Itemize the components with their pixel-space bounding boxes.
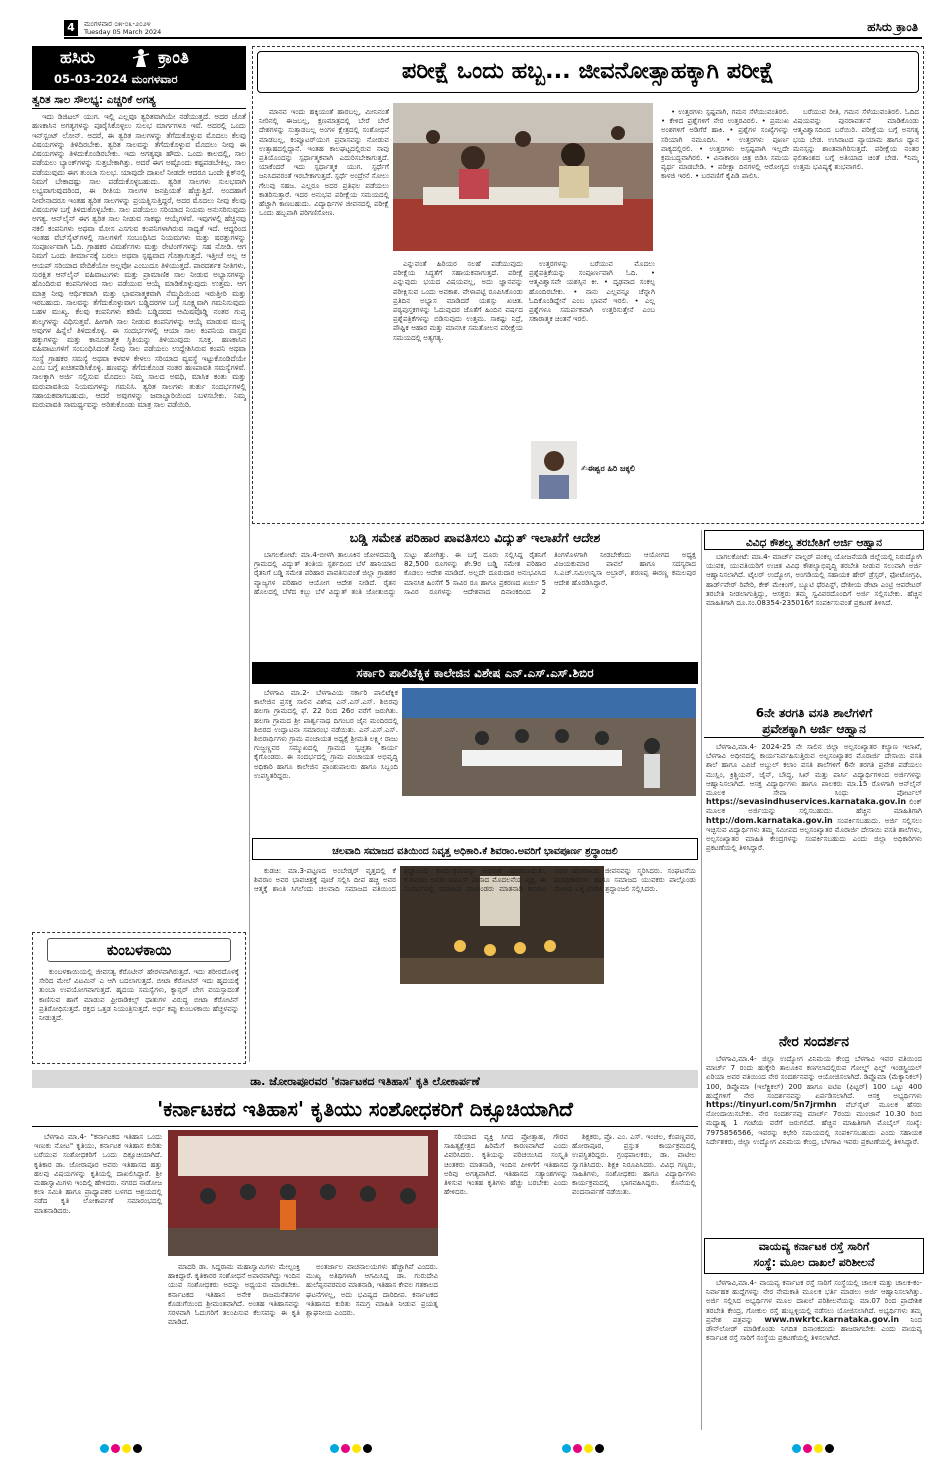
- skill-headline-box: [704, 530, 924, 550]
- reg-dot-black: [133, 1444, 142, 1453]
- reg-dot-magenta: [341, 1444, 350, 1453]
- lead-col-3: ಉತ್ತರಗಳನ್ನು ಬರೆಯುವ ಮೊದಲು ಪ್ರಶ್ನೆಪತ್ರಿಕೆಯನ್ನು ಸಂಪೂರ್ಣವಾಗಿ ಓದಿ. • ಆತ್ಮವಿಶ್ವಾಸವೇ ಯಶಸ್ಸಿನ ಕೀ. • ದೃಢವಾದ ಸಂಕಲ್ಪ ಹೊಂದಿರಬೇಕು. • ನಾನು ಎಲ್ಲವನ್ನೂ ಚೆನ್ನಾಗಿ ಓದಿಕೊಂಡಿದ್ದೇನೆ ಎಂಬ ಭಾವನೆ ಇರಲಿ. • ಎಲ್ಲ ಪ್ರಶ್ನೆಗಳೂ ಸಮರ್ಪಕವಾಗಿ ಉತ್ತರಿಸುತ್ತೇನೆ ಎಂಬ ಸಕಾರಾತ್ಮಕ ಚಿಂತನೆ ಇರಲಿ.: [529, 259, 655, 324]
- hostel-link-1[interactable]: https://sevasindhuservices.karnataka.gov.in: [706, 797, 907, 807]
- masthead-name-right: ಕ್ರಾಂತಿ: [158, 48, 189, 68]
- masthead-farmer-icon: [130, 48, 152, 68]
- nwkrtc-body-1: ಬೆಳಗಾವಿ,ಮಾ.4- ವಾಯವ್ಯ ಕರ್ನಾಟಕ ರಸ್ತೆ ಸಾರಿಗೆ ಸಂಸ್ಥೆಯಲ್ಲಿ ಚಾಲಕ ಮತ್ತು ಚಾಲಕ-ಕಂ-ನಿರ್ವಾಹಕ ಹುದ್ದೆಗಳನ್ನು ನೇರ ನೇಮಕಾತಿ ಮೂಲಕ ಭರ್ತಿ ಮಾಡಲು ಅರ್ಜಿ ಆಹ್ವಾನಿಸಲಾಗಿತ್ತು. ಅರ್ಜಿ ಸಲ್ಲಿಸಿದ ಅಭ್ಯರ್ಥಿಗಳ ಮೂಲ ದಾಖಲೆ ಪರಿಶೀಲನೆಯನ್ನು ಮಾ.07 ರಿಂದ ಪ್ರಾದೇಶಿಕ ತರಬೇತಿ ಕೇಂದ್ರ, ಗೋಕುಲ ರಸ್ತೆ ಹುಬ್ಬಳ್ಳಿಯಲ್ಲಿ ನಡೆಸಲು ಯೋಜಿಸಲಾಗಿದೆ. ಅಭ್ಯರ್ಥಿಗಳು ತಮ್ಮ ಪ್ರವೇಶ ಪತ್ರವನ್ನು: [706, 1278, 922, 1324]
- reg-dot-black: [595, 1444, 604, 1453]
- nss-photo: [402, 688, 696, 796]
- header-date-kn: ಮಂಗಳವಾರ ೦೫-೦೩-೨೦೨೪: [84, 20, 151, 28]
- power-headline: ಬಡ್ಡಿ ಸಮೇತ ಪರಿಹಾರ ಪಾವತಿಸಲು ವಿದ್ಯುತ್ ಇಲಾಖೆಗೆ ಆದೇಶ: [349, 530, 601, 545]
- book-col-3: ಅಂತರ್ಜಾಲ ವಾಚನಾಲಯಗಳು ಹೆಚ್ಚಾಗಿವೆ ಎಂದರು. ಮುಖ್ಯ ಅತಿಥಿಗಳಾಗಿ ಆಗಮಿಸಿದ್ದ ಡಾ. ಗುರುದೇವಿ ಹುಲೆಪ್ಪನವರಮಠ ಮಾತನಾಡಿ, ಇತಿಹಾಸ ಕೇವಲ ಗತಕಾಲದ ಘಟನೆಗಳಲ್ಲ, ಅದು ಭವಿಷ್ಯದ ದಾರಿದೀಪ. ಕರ್ನಾಟಕದ ಇತಿಹಾಸದ ಕುರಿತು ಸಮಗ್ರ ಮಾಹಿತಿ ನೀಡುವ ಪ್ರಯತ್ನ ಶ್ಲಾಘನೀಯ ಎಂದರು.: [306, 1262, 438, 1318]
- lead-headline-box: [257, 51, 919, 93]
- direct-link[interactable]: https://tinyurl.com/5n7jrmhn: [706, 1100, 837, 1110]
- hostel-body: [706, 742, 922, 1038]
- registration-marks-center-left: [330, 1444, 372, 1453]
- direct-body-1: ಬೆಳಗಾವಿ,ಮಾ.4- ಜಿಲ್ಲಾ ಉದ್ಯೋಗ ವಿನಿಮಯ ಕೇಂದ್ರ ಬೆಳಗಾವಿ ಇವರ ವತಿಯಿಂದ ಮಾರ್ಚ್ 7 ರಂದು ಹುಕ್ಕೇರಿ ತಾಲೂಕಿನ ಕಣಗಲಾದಲ್ಲಿರುವ ಗೋಲ್ಡ್ ಫಿಲ್ಡ್ ಇಂಡಸ್ಟ್ರಿಯಲ್ ಏರಿಯಾ ಅವರ ವತಿಯಿಂದ ನೇರ ಸಂದರ್ಶನವನ್ನು ಆಯೋಜಿಸಲಾಗಿದೆ. ಡಿಪ್ಲೊಮಾ (ಮೆಕ್ಯಾನಿಕಲ್) 100, ಡಿಪ್ಲೊಮಾ (ಇಲೆಕ್ಟ್ರಿಕಲ್) 200 ಹಾಗೂ ಐಟಿಐ (ಫಿಟ್ಟರ್) 100 ಒಟ್ಟು 400 ಹುದ್ದೆಗಳಿಗೆ ನೇರ ಸಂದರ್ಶನವನ್ನು ಏರ್ಪಡಿಸಲಾಗಿದೆ. ಆಸಕ್ತ ಅಭ್ಯರ್ಥಿಗಳು: [706, 1054, 922, 1100]
- lead-col-5: ಬರೆಯುವ ರೀತಿ, ಗಮನ ಸೆಳೆಯುವಂತಿರಲಿ. ಓದಿದ ವಿಷಯವನ್ನು ಪುನರಾವರ್ತನೆ ಮಾಡಿಕೊಂಡು ಆತ್ಮವಿಶ್ವಾಸದಿಂದ ಬರೆಯಿರಿ. ಪರೀಕ್ಷೆಯ ಬಗ್ಗೆ ಅನಗತ್ಯ ಭಯ ಬೇಡ. ಉಸಿರಾಟದ ವ್ಯಾಯಾಮ ಹಾಗೂ ಧ್ಯಾನ ಮನಸ್ಸನ್ನು ಶಾಂತವಾಗಿರಿಸುತ್ತದೆ. ಪರೀಕ್ಷೆಯ ನಂತರ ಫಲಿತಾಂಶದ ಬಗ್ಗೆ ಅತಿಯಾದ ಚಿಂತೆ ಬೇಡ. *ನಿಮ್ಮ ಉತ್ತಮ ಭವಿಷ್ಯಕ್ಕೆ ಶುಭವಾಗಲಿ.: [793, 107, 919, 172]
- author-byline: ✍ಈಶ್ವರ ಹಿರಿ ಜಕ್ಕಲಿ: [581, 464, 635, 473]
- hostel-headline-2: ಪ್ರವೇಶಕ್ಕಾಗಿ ಅರ್ಜಿ ಆಹ್ವಾನ: [704, 722, 924, 738]
- nwkrtc-body: [706, 1278, 922, 1428]
- book-col-2: ಮಾದರಿ ಡಾ. ಸಿದ್ದರಾಮ ಮಹಾಸ್ವಾಮಿಗಳು ಮೇಲ್ಪಂಕ್ತಿ ಹಾಕಿದ್ದಾರೆ. ಕೃತಿಕಾರರ ಸಂಶೋಧನೆ ಅಪಾರವಾಗಿದ್ದು ಇಂದಿನ ಯುವ ಸಂಶೋಧಕರು ಅದನ್ನು ಅಧ್ಯಯನ ಮಾಡಬೇಕು. ಕರ್ನಾಟಕದ ಇತಿಹಾಸ ಅನೇಕ ರಾಜಮನೆತನಗಳ ಕೊಡುಗೆಯಿಂದ ಶ್ರೀಮಂತವಾಗಿದೆ. ಅಂತಹ ಇತಿಹಾಸವನ್ನು ಸರಳವಾಗಿ ಓದುಗರಿಗೆ ತಲುಪಿಸುವ ಕೆಲಸವನ್ನು ಈ ಕೃತಿ ಮಾಡಿದೆ.: [168, 1262, 300, 1327]
- skill-body: ಬಾಗಲಕೋಟೆ: ಮಾ.4- ಮಾರ್ಚ್ ವಾಲ್ಟರ್ ಪಂಕಲ್ಪ ಯೋಜನೆಯಡಿ ಜಿಲ್ಲೆಯಲ್ಲಿ ನಿರುದ್ಯೋಗಿ ಯುವಕ, ಯುವತಿಯರಿಗೆ ಉಚಿತ ವಿವಿಧ ಕೌಶಲ್ಯಾಭಿವೃದ್ಧಿ ತರಬೇತಿ ನೀಡುವ ಸಲುವಾಗಿ ಅರ್ಜಿ ಆಹ್ವಾನಿಸಲಾಗಿದೆ. ಟೈಲರ್ ಉದ್ಯೋಗ, ಅಂಗಡಿಯಲ್ಲಿ ಸಹಾಯಕ ಹೇರ್ ಡ್ರೆಸ್ಸರ್, ಫೋಟೋಗ್ರಫಿ, ಹಾರ್ಡ್‌ವೇರ್ ರಿಪೇರಿ, ಕೇಕ್ ಮೇಕಿಂಗ್, ಬ್ಯೂಟಿ ಥೆರಪಿಸ್ಟ್, ದೇಶೀಯ ಡೇಟಾ ಎಂಟ್ರಿ ಆಪರೇಟರ್ ತರಬೇತಿ ನೀಡಲಾಗುತ್ತಿದ್ದು, ಆಸಕ್ತರು ತಮ್ಮ ಸ್ವವಿವರದೊಂದಿಗೆ ಅರ್ಜಿ ಸಲ್ಲಿಸಬೇಕು. ಹೆಚ್ಚಿನ ಮಾಹಿತಿಗಾಗಿ ದೂ.ಸಂ.08354-235016ಗೆ ಸಂಪರ್ಕಿಸುವಂತೆ ಪ್ರಕಟಣೆ ತಿಳಿಸಿದೆ.: [706, 552, 922, 608]
- lead-story: [252, 46, 924, 524]
- tribute-body: ಕುಡಚಿ: ಮಾ.3-ಪಟ್ಟಣದ ಅಂಬೇಡ್ಕರ್ ವೃತ್ತದಲ್ಲಿ ಕೆ ಶಿವರಾಂ ಅವರ ಭಾವಚಿತ್ರಕ್ಕೆ ಪೂಜೆ ಸಲ್ಲಿಸಿ ದೀಪ ಹಚ್ಚಿ ಅವರ ಆತ್ಮಕ್ಕೆ ಶಾಂತಿ ಸಿಗಲೆಂದು ಚಲವಾದಿ ಸಮಾಜದ ವತಿಯಿಂದ ಶ್ರದ್ಧಾಂಜಲಿ ಕಾರ್ಯಕ್ರಮವನ್ನು ಆಚರಣೆ ಮಾಡಲಾಯಿತು. ಕೆ.ಶಿವರಾಂ ಅವರು ಐಎಎಸ್ ಪಾಸಾದ ಮೊದಲನೆಯ ವ್ಯಕ್ತಿ. ಈ ಸಂದರ್ಭದಲ್ಲಿ ಸಮಾಜದ ಮುಖಂಡರು ಮಾತನಾಡಿ ಶಿವರಾಂ ಅವರ ಹೋರಾಟದ ಜೀವನವನ್ನು ಸ್ಮರಿಸಿದರು. ಸಂಘಟನೆಯ ಪದಾಧಿಕಾರಿಗಳು ಹಾಗೂ ಸಮಾಜದ ಯುವಕರು ಪಾಲ್ಗೊಂಡು ಮೇಣದ ಬತ್ತಿ ಬೆಳಗಿಸಿ ಶ್ರದ್ಧಾಂಜಲಿ ಸಲ್ಲಿಸಿದರು.: [254, 866, 696, 894]
- book-kicker-bar: [32, 1070, 698, 1088]
- tribute-story: [252, 838, 698, 1060]
- reg-dot-magenta: [573, 1444, 582, 1453]
- skill-headline: ವಿವಿಧ ಕೌಶಲ್ಯ ತರಬೇತಿಗೆ ಅರ್ಜಿ ಆಹ್ವಾನ: [745, 537, 883, 549]
- power-story: [252, 530, 698, 660]
- hostel-body-1: ಬೆಳಗಾವಿ,ಮಾ.4- 2024-25 ನೇ ಸಾಲಿನ ಜಿಲ್ಲಾ ಅಲ್ಪಸಂಖ್ಯಾತರ ಕಲ್ಯಾಣ ಇಲಾಖೆ, ಬೆಳಗಾವಿ ಅಧೀನದಲ್ಲಿ ಕಾರ್ಯನಿರ್ವಹಿಸುತ್ತಿರುವ ಅಲ್ಪಸಂಖ್ಯಾತರ ಮೊರಾರ್ಜಿ ದೇಸಾಯಿ ವಸತಿ ಶಾಲೆ ಹಾಗೂ ಎಪಿಜೆ ಅಬ್ದುಲ್ ಕಲಾಂ ವಸತಿ ಶಾಲೆಗಳಿಗೆ 6ನೇ ತರಗತಿ ಪ್ರವೇಶ ಪಡೆಯಲು ಮುಸ್ಲಿಂ, ಕ್ರಿಶ್ಚಿಯನ್, ಜೈನ್, ಬೌದ್ಧ, ಸಿಖ್ ಮತ್ತು ಪಾರ್ಸಿ ವಿದ್ಯಾರ್ಥಿಗಳಿಂದ ಅರ್ಜಿಗಳನ್ನು ಆಹ್ವಾನಿಸಲಾಗಿದೆ. ಆಸಕ್ತ ವಿದ್ಯಾರ್ಥಿಗಳು ಹಾಗೂ ಪಾಲಕರು ಮಾ.15 ರೊಳಗಾಗಿ ಆನ್‌ಲೈನ್ ಮೂಲಕ ಸೇವಾ ಸಿಂಧು ಪೋರ್ಟಲ್: [706, 742, 922, 798]
- kumbalakayi-title-box: [47, 938, 231, 962]
- book-col-4: ಸರಿಯಾದ ವ್ಯಕ್ತಿ ಸಿಗದ ಪ್ರೋತ್ಸಾಹ, ಗೌರವ ಸಾಹಿತ್ಯಕ್ಷೇತ್ರದ ಹಿರಿಮೆಗೆ ಕಾರಣವಾಗಿದೆ ಎಂದು ವಿವರಿಸಿದರು. ಕೃತಿಯನ್ನು ಪರಿಚಯಿಸಿದ ಸಂಸ್ಕೃತಿ ಚಿಂತಕರು ಮಾತನಾಡಿ, ಇಂದಿನ ಪೀಳಿಗೆಗೆ ಇತಿಹಾಸದ ಅರಿವು ಅಗತ್ಯವಾಗಿದೆ. ಇತಿಹಾಸದ ಸತ್ಯಾಂಶಗಳನ್ನು ತಿಳಿಸುವ ಇಂತಹ ಕೃತಿಗಳು ಹೆಚ್ಚು ಬರಬೇಕು ಎಂದು ಹೇಳಿದರು.: [444, 1132, 568, 1197]
- page-header: [64, 20, 922, 38]
- reg-dot-yellow: [584, 1444, 593, 1453]
- exam-hall-photo: [393, 103, 653, 251]
- reg-dot-cyan: [100, 1444, 109, 1453]
- hostel-body-3: ಸಂಪರ್ಕಿಸಬಹುದು. ಅರ್ಜಿ ಸಲ್ಲಿಸಲು ಇಚ್ಛಿಸುವ ವಿದ್ಯಾರ್ಥಿಗಳು ತಮ್ಮ ಸಮೀಪದ ಅಲ್ಪಸಂಖ್ಯಾತರ ಮೊರಾರ್ಜಿ ದೇಸಾಯಿ ವಸತಿ ಶಾಲೆಗಳು, ಅಲ್ಪಸಂಖ್ಯಾತರ ಮಾಹಿತಿ ಕೇಂದ್ರಗಳನ್ನು ಸಂಪರ್ಕಿಸಬಹುದು ಎಂದು ಜಿಲ್ಲಾ ಅಧಿಕಾರಿಗಳು ಪ್ರಕಟಣೆಯಲ್ಲಿ ತಿಳಿಸಿದ್ದಾರೆ.: [706, 815, 922, 853]
- masthead-name-left: ಹಸಿರು: [60, 48, 96, 68]
- editorial-body: ಇದು ಡಿಜಿಟಲ್ ಯುಗ. ಇಲ್ಲಿ ಎಲ್ಲವೂ ತ್ವರಿತವಾಗಿಯೇ ನಡೆಯುತ್ತದೆ. ಅದರ ಜೊತೆ ಹಣಕಾಸಿನ ಅಗತ್ಯಗಳನ್ನು ಪೂರೈಸಿಕೊಳ್ಳಲು ಸುಲಭ ಮಾರ್ಗಗಳೂ ಇವೆ. ಅದರಲ್ಲಿ ಒಂದು ಇನ್‌ಸ್ಟಂಟ್ ಲೋನ್. ಅದರೆ, ಈ ತ್ವರಿತ ಸಾಲಗಳನ್ನು ತೆಗೆದುಕೊಳ್ಳುವ ಮೊದಲು ಕೆಲವು ವಿಷಯಗಳನ್ನು ತಿಳಿದಿರಬೇಕು. ತ್ವರಿತ ಸಾಲವನ್ನು ತೆಗೆದುಕೊಳ್ಳುವ ಮೊದಲು ನೀವು ಈ ವಿಷಯಗಳನ್ನು ತಿಳಿದುಕೊಂಡಿರಬೇಕು. ಇದು ಅಗತ್ಯವೂ ಹೌದು. ಒಂದು ಕಾಲದಲ್ಲಿ, ಸಾಲ ಪಡೆಯಲು ಬ್ಯಾಂಕ್‌ಗಳನ್ನು ಸುತ್ತಬೇಕಾಗಿತ್ತು. ಅದರೆ ಈಗ ಅಷ್ಟೊಂದು ಕಷ್ಟಪಡಬೇಕಿಲ್ಲ. ಸಾಲ ಪಡೆಯುವುದು ಈಗ ತುಂಬಾ ಸುಲಭ. ಯಾವುದೇ ದಾಖಲೆ ನೀಡದೇ ಆದರೂ ಒಂದೇ ಕ್ಲಿಕ್‌ನಲ್ಲಿ ನಿಮಗೆ ಬೇಕಾದಷ್ಟು ಸಾಲ ಪಡೆದುಕೊಳ್ಳಬಹುದು. ತ್ವರಿತ ಸಾಲಗಳು ಸುಲಭವಾಗಿ ಲಭ್ಯವಾಗುವುದರಿಂದ, ಈ ರೀತಿಯ ಸಾಲಗಳ ಜನಪ್ರಿಯತೆ ಹೆಚ್ಚುತ್ತಿದೆ. ಅಂದಹಾಗೆ ನೀವೇನಾದರೂ ಇಂತಹ ತ್ವರಿತ ಸಾಲಗಳನ್ನು ಪ್ರಯತ್ನಿಸುತ್ತಿದ್ದರೆ, ಅದರ ಮೊದಲು ನೀವು ಕೆಲವು ವಿಷಯಗಳ ಬಗ್ಗೆ ತಿಳಿದುಕೊಳ್ಳಬೇಕು. ಸಾಲ ಪಡೆಯಲು ಸರಿಯಾದ ನಿಯಮ ಅನುಸರಿಸುವುದು ಅಗತ್ಯ. ಆನ್‌ಲೈನ್ ಈಗ ತ್ವರಿತ ಸಾಲ ನೀಡುವ ಸಾಕಷ್ಟು ಆಯ್ಕೆಗಳಿವೆ. ಇವುಗಳಲ್ಲಿ ಹೆಚ್ಚಿನವು ನಕಲಿ ಕಂಪನಿಗಳು ಅಥವಾ ಮೋಸ ಎಸಗುವ ಕಂಪನಿಗಳಾಗಿರುವ ಸಾಧ್ಯತೆ ಇದೆ. ಆದ್ದರಿಂದ ಇಂತಹ ವೆಬ್‌ಸೈಟ್‌ಗಳಲ್ಲಿ ಸಾಲಗಳಿಗೆ ಸಂಬಂಧಿಸಿದ ನಿಯಮಗಳು ಮತ್ತು ಷರತ್ತುಗಳನ್ನು ಸಂಪೂರ್ಣವಾಗಿ ಓದಿ. ಗ್ರಾಹಕರ ವಿಮರ್ಶೆಗಳು ಮತ್ತು ರೇಟಿಂಗ್‌ಗಳನ್ನು ಸಹ ನೋಡಿ. ಆಗ ನಿಮಗೆ ಒಂದು ತೀರ್ಮಾನಕ್ಕೆ ಬರಲು ಅಥವಾ ಸ್ಪಷ್ಟವಾದ ಗೊತ್ತಾಗುತ್ತದೆ. ಇತ್ತೀಚೆ ಅಲ್ಲ ಆ ಆಯಪ್ ಸರಿಯಾದ ವೇದಿಕೆಯೋ ಅಲ್ಲವೋ ಎಂಬುದೂ ತಿಳಿಯುತ್ತದೆ. ಪಾರದರ್ಶಕ ನೀತಿಗಳು, ಸುರಕ್ಷಿತ ಆನ್‌ಲೈನ್ ವಹಿವಾಟುಗಳು ಮತ್ತು ಪ್ರಾಮಾಣಿಕ ಸಾಲ ನೀಡುವ ಅಭ್ಯಾಸಗಳನ್ನು ಹೊಂದಿರುವ ಕಂಪನಿಗಳಿಂದ ಸಾಲ ಪಡೆಯುವ ಆಯ್ಕೆ ಮಾಡಿಕೊಳ್ಳುವುದು ಉತ್ತಮ. ಆಗ ಮಾತ್ರ ನೀವು ಆರ್ಥಿಕವಾಗಿ ಮತ್ತು ಭಾವನಾತ್ಮಕವಾಗಿ ನೆಮ್ಮದಿಯಿಂದ ಇರುತ್ತೀರಿ ಮತ್ತು ಇರಬಹುದು. ಸಾಲವನ್ನು ತೆಗೆದುಕೊಳ್ಳುವಾಗ ಬಡ್ಡಿದರಗಳ ಬಗ್ಗೆ ಸೂಕ್ಷ್ಮವಾಗಿ ಗಮನಿಸುವುದು ಬಹಳ ಮುಖ್ಯ. ಕೆಲವು ಕಂಪನಿಗಳು ಕಡಿಮೆ ಬಡ್ಡಿದರದ ಆಮಿಷವೊಡ್ಡಿ ನಂತರ ಗುಪ್ತ ಶುಲ್ಕಗಳನ್ನು ವಿಧಿಸುತ್ತವೆ. ಹೀಗಾಗಿ ಸಾಲ ನೀಡುವ ಕಂಪನಿಗಳನ್ನು ಆಯ್ಕೆ ಮಾಡುವ ಮುನ್ನ ಅವುಗಳ ಹಿನ್ನೆಲೆ ತಿಳಿದುಕೊಳ್ಳಿ. ಈ ಸಂದರ್ಭಗಳಲ್ಲಿ ಆಯಾ ಸಾಲ ಕಂಪನಿಯ ವಾಸ್ತವ ಹಕ್ಕುಗಳನ್ನು ಮತ್ತು ಕಾನೂನಾತ್ಮಕ ಸ್ಥಿತಿಯನ್ನು ತಿಳಿಯುವುದು ಸೂಕ್ತ. ಹಣಕಾಸಿನ ವಹಿವಾಟುಗಳಿಗೆ ಸಂಬಂಧಿಸಿದಂತೆ ನೀವು ಸಾಲ ಪಡೆಯಲು ಉದ್ದೇಶಿಸಿರುವ ಕಂಪನಿ ಅಥವಾ ಸಂಸ್ಥೆ ಗ್ರಾಹಕರ ಸಮಸ್ಯೆ ಅಥವಾ ಕಳವಳ ಕೇಳಲು ಸರಿಯಾದ ವ್ಯವಸ್ಥೆ ಇಟ್ಟುಕೊಂಡಿದೆಯೇ ಎಂಬ ಬಗ್ಗೆ ಖಚಿತಪಡಿಸಿಕೊಳ್ಳಿ. ಹಣವನ್ನು ತೆಗೆದುಕೊಂಡ ನಂತರ ಹಣಪಾವತಿ ಸಮಸ್ಯೆಗಳಿವೆ. ಸಾಲಕ್ಕಾಗಿ ಅರ್ಜಿ ಸಲ್ಲಿಸುವ ಮೊದಲು ನಿಮ್ಮ ಸಾಲದ ಅವಧಿ, ಮಾಸಿಕ ಕಂತು ಮತ್ತು ಮರುಪಾವತಿಯ ನಿಯಮಗಳನ್ನು ಗಮನಿಸಿ. ತ್ವರಿತ ಸಾಲಗಳು ತುರ್ತು ಸಂದರ್ಭಗಳಲ್ಲಿ ಸಹಾಯಕವಾಗಬಹುದು, ಆದರೆ ಅವುಗಳನ್ನು ಜವಾಬ್ದಾರಿಯಿಂದ ಬಳಸಬೇಕು. ನಿಮ್ಮ ಮರುಪಾವತಿ ಸಾಮರ್ಥ್ಯವನ್ನು ಅರಿತುಕೊಂಡು ಮಾತ್ರ ಸಾಲ ಪಡೆಯಿರಿ.: [32, 112, 246, 410]
- header-date-en: Tuesday 05 March 2024: [84, 28, 162, 36]
- hostel-body-2: ಲಿಂಕ್ ಮೂಲಕ ಅರ್ಜಿಯನ್ನು ಸಲ್ಲಿಸಬಹುದು. ಹೆಚ್ಚಿನ ಮಾಹಿತಿಗಾಗಿ: [706, 797, 922, 816]
- column-rule-left: [249, 112, 250, 1062]
- nss-headline-bar: [252, 662, 698, 684]
- reg-dot-yellow: [814, 1444, 823, 1453]
- reg-dot-yellow: [122, 1444, 131, 1453]
- nwkrtc-headline-box: [704, 1238, 924, 1274]
- kumbalakayi-body: ಕುಂಬಳಕಾಯಿಯಲ್ಲಿ ಜೀವಸತ್ವ ಕೆರೊಟೀನ್ ಹೇರಳವಾಗಿರುತ್ತದೆ. ಇದು ಶರೀರದೊಳಕ್ಕೆ ಸೇರಿದ ಮೇಲೆ ವಿಟಮಿನ್ ಎ ಆಗಿ ಬದಲಾಗುತ್ತದೆ. ಬೀಟಾ ಕೆರೋಟಿನ್ ಇದು ಹೃದಯಕ್ಕೆ ತುಂಬಾ ಉಪಯೋಗವಾಗುತ್ತದೆ. ಹೃದಯ ಸಮಸ್ಯೆಗಳು, ಕ್ಯಾನ್ಸರ್ ಬೇಗ ವಯಸ್ಸಾದಂತೆ ಕಾಣಿಸುವ ಹಾಗೆ ಮಾಡುವ ಫ್ರೀರಾಡಿಕಲ್ಸ್ ಧಾತುಗಳ ವಿರುದ್ಧ ಬೀಟಾ ಕೆರೋಟಿನ್ ಪ್ರತಿರೋಧಿಸುತ್ತದೆ. ರಕ್ತದ ಒತ್ತಡ ನಿಯಂತ್ರಿಸುತ್ತದೆ. ಅರ್ಧ ಕಪ್ಪು ಕುಂಬಳಕಾಯಿ ಹೆಚ್ಚಳವನ್ನು ನೀಡುತ್ತದೆ.: [39, 967, 239, 1023]
- reg-dot-cyan: [792, 1444, 801, 1453]
- lead-col-1: ಮಾನವ ಇಂದು ಹಕ್ಕಿಯಂತೆ ಹಾರಬಲ್ಲ, ಮೀನಿನಂತೆ ನೀರಿನಲ್ಲಿ ಈಜಬಲ್ಲ, ಕ್ಷಣಮಾತ್ರದಲ್ಲಿ ಬೇರೆ ಬೇರೆ ದೇಶಗಳನ್ನು ಸುತ್ತಾಡಬಲ್ಲ ಅಂಗಳ ಕ್ಷೇತ್ರದಲ್ಲಿ ಸಂಶೋಧನೆ ಮಾಡಬಲ್ಲ, ಕಂಪ್ಯೂಟರ್‌ಯುಗ ಪ್ರವಾಸವನ್ನು ನೋಡುವ ಉತ್ಸಾಹದಲ್ಲಿದ್ದಾನೆ. ಇಂತಹ ಕಾಲಘಟ್ಟದಲ್ಲಿರುವ ನಾವು ಪ್ರತಿಯೊಂದನ್ನು ಸ್ಪರ್ಧಾತ್ಮಕವಾಗಿ ಎದುರಿಸಬೇಕಾಗುತ್ತದೆ. ಯಾಕೆಂದರೆ ಇದು ಸ್ಪರ್ಧಾತ್ಮಕ ಯುಗ. ಸ್ಪರ್ಧೆಗೆ ಜನಿಸಿದವರಂತೆ ಇರಬೇಕಾಗುತ್ತದೆ. ಸ್ಪರ್ಧೆ ಅಂದ್ರೇನೆ ಸೋಲು ಗೆಲುವು ಸಹಜ. ಎಲ್ಲರೂ ಅದರ ಪ್ರತಿಫಲ ಪಡೆಯಲು ಕಾತರಿಸುತ್ತಾರೆ. ಇದರ ಅನುಭವ ಪರೀಕ್ಷೆಯ ಸಮಯದಲ್ಲಿ ಹೆಚ್ಚಾಗಿ ಕಾಣಬಹುದು. ವಿದ್ಯಾರ್ಥಿಗಳ ಜೀವನದಲ್ಲಿ ಪರೀಕ್ಷೆ ಒಂದು ಹಬ್ಬವಾಗಿ ಪರಿಗಣಿಸೋಣ.: [259, 107, 389, 218]
- book-launch-photo: [168, 1130, 438, 1256]
- registration-marks-center-right: [562, 1444, 604, 1453]
- column-rule-right: [701, 530, 702, 1430]
- reg-dot-yellow: [352, 1444, 361, 1453]
- hostel-link-2[interactable]: http://dom.karnataka.gov.in: [706, 815, 833, 825]
- book-col-1: ಬೆಳಗಾವಿ ಮಾ.4- "ಕರ್ನಾಟಕದ ಇತಿಹಾಸ ಒಂದು ಇಣುಕು ನೋಟ" ಕೃತಿಯು, ಕರ್ನಾಟಕ ಇತಿಹಾಸ ಕುರಿತು ಬರೆಯುವ ಸಂಶೋಧಕರಿಗೆ ಒಂದು ದಿಕ್ಸೂಚಿಯಾಗಿದೆ. ಕೃತಿಕಾರ ಡಾ. ಜೋರಾಪೂರ ಅವರು ಇತಿಹಾಸದ ಹತ್ತು ಹಲವು ವಿಷಯಗಳನ್ನು ಕೃತಿಯಲ್ಲಿ ದಾಖಲಿಸಿದ್ದಾರೆ. ಶ್ರೀ ಮಹಾಸ್ವಾಮಿಗಳು ಇಂದಿಲ್ಲಿ ಹೇಳಿದರು. ನಗರದ ನಾಡೋಜ ಕಲಾ ಸಮಿತಿ ಹಾಗೂ ಪ್ರಾಧ್ಯಾಪಕರ ಬಳಗದ ಆಶ್ರಯದಲ್ಲಿ ನಡೆದ ಕೃತಿ ಲೋಕಾರ್ಪಣೆ ಸಮಾರಂಭದಲ್ಲಿ ಮಾತನಾಡಿದರು.: [34, 1132, 162, 1215]
- reg-dot-magenta: [111, 1444, 120, 1453]
- tribute-headline-box: [252, 838, 698, 860]
- registration-marks-right: [792, 1444, 834, 1453]
- reg-dot-black: [825, 1444, 834, 1453]
- book-kicker: ಡಾ. ಜೋರಾಪೂರವರ 'ಕರ್ನಾಟಕದ ಇತಿಹಾಸ' ಕೃತಿ ಲೋಕಾರ್ಪಣೆ: [250, 1075, 480, 1088]
- reg-dot-black: [363, 1444, 372, 1453]
- masthead-box: [32, 46, 246, 90]
- nss-story: [252, 662, 698, 834]
- registration-marks-left: [100, 1444, 142, 1453]
- right-column: [704, 530, 924, 1430]
- author-photo: [531, 441, 577, 499]
- header-rule: [64, 37, 922, 39]
- nss-headline: ಸರ್ಕಾರಿ ಪಾಲಿಟೆಕ್ನಿಕ ಕಾಲೇಜಿನ ವಿಶೇಷ ಎನ್.ಎಸ್.ಎಸ್.ಶಿಬಿರ: [356, 666, 594, 680]
- nwkrtc-body-2: ನಿಂದ ಡೌನ್‌ಲೋಡ್ ಮಾಡಿಕೊಂಡು ನಿಗದಿತ ದಿನಾಂಕದಂದು ಹಾಜರಾಗಬೇಕು ಎಂದು ವಾಯವ್ಯ ಕರ್ನಾಟಕ ರಸ್ತೆ ಸಾರಿಗೆ ಸಂಸ್ಥೆಯ ಪ್ರಕಟಣೆಯಲ್ಲಿ ತಿಳಿಸಲಾಗಿದೆ.: [706, 1314, 922, 1343]
- book-story: [32, 1070, 698, 1436]
- author-block: [529, 439, 655, 519]
- editorial-title: ತ್ವರಿತ ಸಾಲ ಸೌಲಭ್ಯ: ಎಚ್ಚರಿಕೆ ಅಗತ್ಯ: [32, 94, 246, 109]
- book-col-5: ಶಿಕ್ಷಕರು, ಪ್ರೊ. ಎಂ. ಎಸ್. ಇಂಚಲ, ಕೆಂಪಣ್ಣವರ, ಹೋರಾಪೂರ, ಪ್ರಸ್ತುತ ಕಾರ್ಯಕ್ರಮದಲ್ಲಿ ಉಪಸ್ಥಿತರಿದ್ದರು. ಗ್ರಂಥಪಾಲಕರು, ಡಾ. ಪಾಟೀಲ ಸ್ವಾಗತಿಸಿದರು. ಶಿಕ್ಷಕಿ ನಿರೂಪಿಸಿದರು. ವಿವಿಧ ಗಣ್ಯರು, ಸಾಹಿತಿಗಳು, ಸಂಶೋಧಕರು ಹಾಗೂ ವಿದ್ಯಾರ್ಥಿಗಳು ಕಾರ್ಯಕ್ರಮದಲ್ಲಿ ಭಾಗವಹಿಸಿದ್ದರು. ಕೊನೆಯಲ್ಲಿ ವಂದನಾರ್ಪಣೆ ನಡೆಯಿತು.: [572, 1132, 696, 1197]
- nwkrtc-link[interactable]: www.nwkrtc.karnataka.gov.in: [764, 1314, 900, 1324]
- reg-dot-magenta: [803, 1444, 812, 1453]
- reg-dot-cyan: [562, 1444, 571, 1453]
- book-headline: 'ಕರ್ನಾಟಕದ ಇತಿಹಾಸ' ಕೃತಿಯು ಸಂಶೋಧಕರಿಗೆ ದಿಕ್ಸೂಚಿಯಾಗಿದೆ: [157, 1097, 573, 1121]
- lead-col-4: • ಉತ್ತರಗಳು ಸ್ಪಷ್ಟವಾಗಿ, ಗಮನ ಸೆಳೆಯುವಂತಿರಲಿ. • ಕೇಳಿದ ಪ್ರಶ್ನೆಗಳಿಗೆ ನೇರ ಉತ್ತರವಿರಲಿ. • ಪ್ರಮುಖ ಅಂಶಗಳಿಗೆ ಅಡಿಗೆರೆ ಹಾಕಿ. • ಪ್ರಶ್ನೆಗಳ ಸಂಖ್ಯೆಗಳನ್ನು ಸರಿಯಾಗಿ ನಮೂದಿಸಿ. • ಉತ್ತರಗಳು ಪೂರ್ಣ ವಾಕ್ಯದಲ್ಲಿರಲಿ. • ಉತ್ತರಗಳು ಅಸ್ಪಷ್ಟವಾಗಿ ಇಲ್ಲದೇ ಕ್ರಮಬದ್ಧವಾಗಿರಲಿ. • ವಿನಾಕಾರಣ ಚಿತ್ರ ಬಿಡಿಸಿ ಸಮಯ ವ್ಯರ್ಥ ಮಾಡಬೇಡಿ. • ಪರೀಕ್ಷಾ ದಿನಗಳಲ್ಲಿ ಆರೋಗ್ಯದ ಕಾಳಜಿ ಇರಲಿ. • ಬರವಣಿಗೆ ಕೈಪಿಡಿ ಪಾಲಿಸಿ.: [661, 107, 789, 181]
- nwkrtc-headline-2: ಸಂಸ್ಥೆ: ಮೂಲ ದಾಖಲೆ ಪರಿಶೀಲನೆ: [753, 1256, 875, 1269]
- lead-col-2: ಎನ್ನುವಂತೆ ಹಿರಿಯರ ಸಲಹೆ ಪಡೆಯುವುದು ಪರೀಕ್ಷೆಯ ಸಿದ್ಧತೆಗೆ ಸಹಾಯಕವಾಗುತ್ತದೆ. ಪರೀಕ್ಷೆ ಎನ್ನುವುದು ಭಯದ ವಿಷಯವಲ್ಲ, ಅದು ಜ್ಞಾನವನ್ನು ಪರೀಕ್ಷಿಸುವ ಒಂದು ಅವಕಾಶ. ವೇಳಾಪಟ್ಟಿ ರೂಪಿಸಿಕೊಂಡು ಪ್ರತಿದಿನ ಅಭ್ಯಾಸ ಮಾಡಿದರೆ ಯಶಸ್ಸು ಖಚಿತ. ಪಠ್ಯಪುಸ್ತಕಗಳನ್ನು ಓದುವುದರ ಜೊತೆಗೆ ಹಿಂದಿನ ವರ್ಷದ ಪ್ರಶ್ನೆಪತ್ರಿಕೆಗಳನ್ನು ಬಿಡಿಸುವುದು ಉತ್ತಮ. ಸಾಕಷ್ಟು ನಿದ್ರೆ, ಪೌಷ್ಟಿಕ ಆಹಾರ ಮತ್ತು ಮಾನಸಿಕ ಸಮತೋಲನ ಪರೀಕ್ಷೆಯ ಸಮಯದಲ್ಲಿ ಅತ್ಯಗತ್ಯ.: [393, 259, 523, 342]
- page-number-box: 4: [64, 20, 78, 36]
- power-body: ಬಾಗಲಕೋಟೆ: ಮಾ.4-ಬೀಳಗಿ ತಾಲೂಕಿನ ಜೋಳದಮಡ್ಡಿ ಗ್ರಾಮದಲ್ಲಿ ವಿದ್ಯುತ್ ತಂತಿಯ ಸ್ಪರ್ಶದಿಂದ ಬೆಳೆ ಹಾನಿಯಾದ ರೈತನಿಗೆ ಬಡ್ಡಿ ಸಮೇತ ಪರಿಹಾರ ಪಾವತಿಸುವಂತೆ ಜಿಲ್ಲಾ ಗ್ರಾಹಕರ ವ್ಯಾಜ್ಯಗಳ ಪರಿಹಾರ ಆಯೋಗ ಆದೇಶ ನೀಡಿದೆ. ರೈತನ ಹೊಲದಲ್ಲಿ ಬೆಳೆದ ಕಬ್ಬು ಬೆಳೆ ವಿದ್ಯುತ್ ತಂತಿ ಜೋತುಬಿದ್ದು ಸುಟ್ಟು ಹೋಗಿತ್ತು. ಈ ಬಗ್ಗೆ ದೂರು ಸಲ್ಲಿಸಿದ್ದ ರೈತನಿಗೆ 82,500 ರೂಗಳನ್ನು ಶೇ.9ರ ಬಡ್ಡಿ ಸಮೇತ ಪರಿಹಾರ ಕೊಡಲು ಆದೇಶ ಮಾಡಿದೆ. ಅಲ್ಲದೇ ದೂರುದಾರ ಅನುಭವಿಸಿದ ಮಾನಸಿಕ ಹಿಂಸೆಗೆ 5 ಸಾವಿರ ರೂ ಹಾಗೂ ಪ್ರಕರಣದ ಖರ್ಚು 5 ಸಾವಿರ ರೂಗಳನ್ನು ಆದೇಶವಾದ ದಿನಾಂಕದಿಂದ 2 ತಿಂಗಳೊಳಗಾಗಿ ನೀಡಬೇಕೆಂದು ಆಯೋಗದ ಅಧ್ಯಕ್ಷ ವಿಜಯಕುಮಾರ ಪಾವಲೆ ಹಾಗೂ ಸದಸ್ಯರಾದ ಸಿ.ಎಚ್.ಸಮಿಉನ್ನಿಸಾ ಅಬ್ರಾರ್, ಶರಣಪ್ಪ ಈರಣ್ಣ ಕಮಲಪುರ ಆದೇಶ ಹೊರಡಿಸಿದ್ದಾರೆ.: [254, 550, 696, 596]
- nss-body: ಬೆಳಗಾವಿ ಮಾ.2- ಬೆಳಗಾವಿಯ ಸರ್ಕಾರಿ ಪಾಲಿಟೆಕ್ನಿಕ ಕಾಲೇಜಿನ ಪ್ರಸಕ್ತ ಸಾಲಿನ ವಿಶೇಷ ಎನ್.ಎಸ್.ಎಸ್. ಶಿಬಿರವು ಹಲಗಾ ಗ್ರಾಮದಲ್ಲಿ ಫೆ. 22 ರಿಂದ 26ರ ವರೆಗೆ ಜರುಗಿತು. ಹಲಗಾ ಗ್ರಾಮದ ಶ್ರೀ ಪಾರ್ಶ್ವನಾಥ ದಿಗಂಬರ ಜೈನ ಮಂದಿರದಲ್ಲಿ ಶಿಬಿರದ ಉದ್ಘಾಟನಾ ಸಮಾರಂಭ ನಡೆಯಿತು. ಎನ್.ಎಸ್.ಎಸ್. ಶಿಬಿರಾರ್ಥಿಗಳು ಗ್ರಾಮ ಪಂಚಾಯತ ಅಧ್ಯಕ್ಷೆ ಶ್ರೀಮತಿ ಲಕ್ಷ್ಮೀ ರಾಜು ಗುಜ್ಜಣ್ಣವರ ಸಮ್ಮುಖದಲ್ಲಿ ಗ್ರಾಮದ ಸ್ವಚ್ಛತಾ ಕಾರ್ಯ ಕೈಗೊಂಡರು. ಈ ಸಂದರ್ಭದಲ್ಲಿ ಗ್ರಾಮ ಪಂಚಾಯತ ಅಭಿವೃದ್ಧಿ ಅಧಿಕಾರಿ ಹಾಗೂ ಕಾಲೇಜಿನ ಪ್ರಾಂಶುಪಾಲರು ಹಾಗೂ ಸಿಬ್ಬಂದಿ ಉಪಸ್ಥಿತರಿದ್ದರು.: [254, 688, 398, 780]
- direct-headline: ನೇರ ಸಂದರ್ಶನ: [778, 1034, 850, 1050]
- hostel-headline-1: 6ನೇ ತರಗತಿ ವಸತಿ ಶಾಲೆಗಳಿಗೆ: [755, 706, 873, 720]
- book-headline-rule: [32, 1126, 698, 1127]
- reg-dot-cyan: [330, 1444, 339, 1453]
- nwkrtc-headline-1: ವಾಯವ್ಯ ಕರ್ನಾಟಕ ರಸ್ತೆ ಸಾರಿಗೆ: [758, 1240, 870, 1253]
- lead-headline: ಪರೀಕ್ಷೆ ಒಂದು ಹಬ್ಬ... ಜೀವನೋತ್ಸಾಹಕ್ಕಾಗಿ ಪರೀಕ್ಷೆ: [401, 58, 775, 84]
- kumbalakayi-box: [32, 932, 246, 1064]
- kumbalakayi-title: ಕುಂಬಳಕಾಯಿ: [106, 941, 172, 959]
- header-paper-name: ಹಸಿರು ಕ್ರಾಂತಿ: [867, 20, 918, 34]
- direct-body-2: ವೆಬ್‌ಸೈಟ್ ಮೂಲಕ ಹೆಸರು ನೋಂದಾಯಿಸಬೇಕು. ನೇರ ಸಂದರ್ಶನವು ಮಾರ್ಚ್ 7ರಂದು ಮುಂಜಾನೆ 10.30 ರಿಂದ ಮಧ್ಯಾಹ್ನ 1 ಗಂಟೆಯ ವರೆಗೆ ಜರುಗಲಿದೆ. ಹೆಚ್ಚಿನ ಮಾಹಿತಿಗಾಗಿ ಮೊಬೈಲ್ ಸಂಖ್ಯೆ: 7975856566, ಇವರನ್ನು ಕಛೇರಿ ಸಮಯದಲ್ಲಿ ಸಂಪರ್ಕಿಸಬಹುದು ಎಂದು ಸಹಾಯಕ ನಿರ್ದೇಶಕರು, ಜಿಲ್ಲಾ ಉದ್ಯೋಗ ವಿನಿಮಯ ಕೇಂದ್ರ, ಬೆಳಗಾವಿ ಇವರು ಪ್ರಕಟಣೆಯಲ್ಲಿ ತಿಳಿಸಿದ್ದಾರೆ.: [706, 1100, 922, 1146]
- direct-body: [706, 1054, 922, 1230]
- masthead-date: 05-03-2024 ಮಂಗಳವಾರ: [54, 72, 178, 86]
- tribute-headline: ಚಲವಾದಿ ಸಮಾಜದ ವತಿಯಿಂದ ನಿವೃತ್ತ ಅಧಿಕಾರಿ.ಕೆ ಶಿವರಾಂ.ಅವರಿಗೆ ಭಾವಪೂರ್ಣ ಶ್ರದ್ಧಾಂಜಲಿ: [332, 846, 618, 857]
